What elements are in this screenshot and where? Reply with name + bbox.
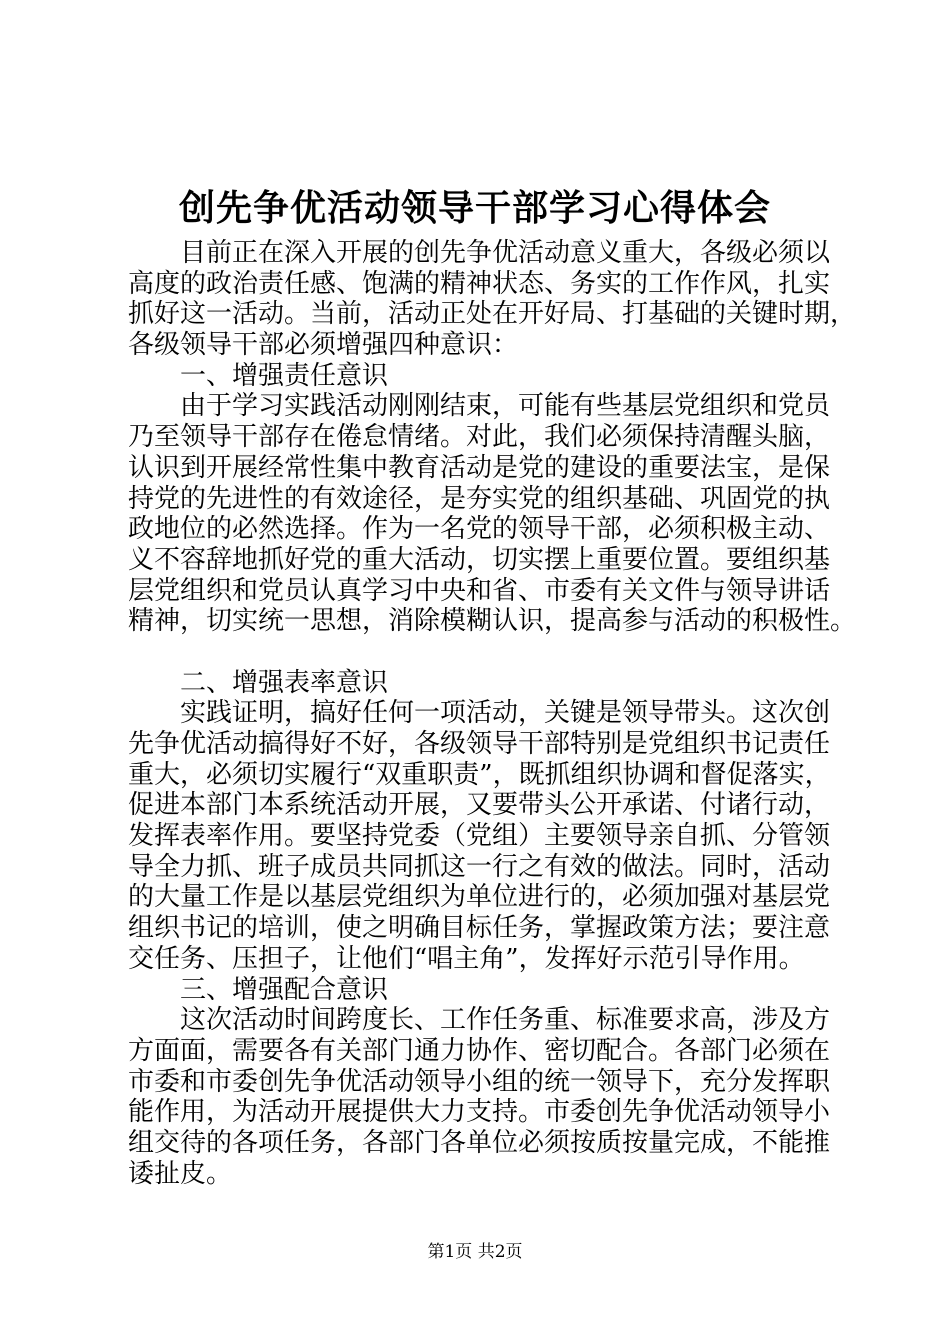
body-line: 导全力抓、班子成员共同抓这一行之有效的做法。同时，活动	[128, 851, 831, 882]
body-line: 认识到开展经常性集中教育活动是党的建设的重要法宝，是保	[128, 452, 831, 483]
document-title: 创先争优活动领导干部学习心得体会	[178, 187, 771, 229]
body-line: 精神，切实统一思想，消除模糊认识，提高参与活动的积极性。	[128, 606, 857, 637]
section-heading-3: 三、增强配合意识	[128, 974, 389, 1005]
document-body	[128, 238, 857, 1189]
body-line: 各级领导干部必须增强四种意识：	[128, 330, 519, 361]
body-line: 由于学习实践活动刚刚结束，可能有些基层党组织和党员	[128, 391, 831, 422]
blank-line	[128, 637, 850, 668]
body-line: 发挥表率作用。要坚持党委（党组）主要领导亲自抓、分管领	[128, 821, 831, 852]
body-line: 抓好这一活动。当前，活动正处在开好局、打基础的关键时期，	[128, 299, 857, 330]
body-line: 实践证明，搞好任何一项活动，关键是领导带头。这次创	[128, 698, 831, 729]
body-line: 高度的政治责任感、饱满的精神状态、务实的工作作风，扎实	[128, 268, 831, 299]
body-line: 组交待的各项任务，各部门各单位必须按质按量完成，不能推	[128, 1127, 831, 1158]
body-line: 先争优活动搞得好不好，各级领导干部特别是党组织书记责任	[128, 729, 831, 759]
body-line: 乃至领导干部存在倦怠情绪。对此，我们必须保持清醒头脑，	[128, 422, 831, 453]
section-heading-1: 一、增强责任意识	[128, 360, 389, 391]
body-line: 组织书记的培训，使之明确目标任务，掌握政策方法；要注意	[128, 913, 831, 944]
body-line: 重大，必须切实履行“双重职责”，既抓组织协调和督促落实，	[128, 759, 831, 790]
body-line: 诿扯皮。	[128, 1158, 233, 1189]
body-line: 这次活动时间跨度长、工作任务重、标准要求高，涉及方	[128, 1005, 831, 1036]
body-line: 方面面，需要各有关部门通力协作、密切配合。各部门必须在	[128, 1035, 831, 1066]
body-line: 义不容辞地抓好党的重大活动，切实摆上重要位置。要组织基	[128, 544, 831, 575]
body-line: 层党组织和党员认真学习中央和省、市委有关文件与领导讲话	[128, 575, 831, 606]
body-line: 促进本部门本系统活动开展，又要带头公开承诺、付诸行动，	[128, 790, 831, 821]
body-line: 目前正在深入开展的创先争优活动意义重大，各级必须以	[128, 238, 831, 268]
body-line: 的大量工作是以基层党组织为单位进行的，必须加强对基层党	[128, 882, 831, 913]
body-line: 政地位的必然选择。作为一名党的领导干部，必须积极主动、	[128, 514, 831, 545]
body-line: 交任务、压担子，让他们“唱主角”，发挥好示范引导作用。	[128, 943, 805, 974]
section-heading-2: 二、增强表率意识	[128, 667, 389, 698]
body-line: 市委和市委创先争优活动领导小组的统一领导下，充分发挥职	[128, 1066, 831, 1097]
body-line: 能作用，为活动开展提供大力支持。市委创先争优活动领导小	[128, 1097, 831, 1128]
page-footer: 第1页 共2页	[427, 1242, 523, 1262]
body-line: 持党的先进性的有效途径，是夯实党的组织基础、巩固党的执	[128, 483, 831, 514]
